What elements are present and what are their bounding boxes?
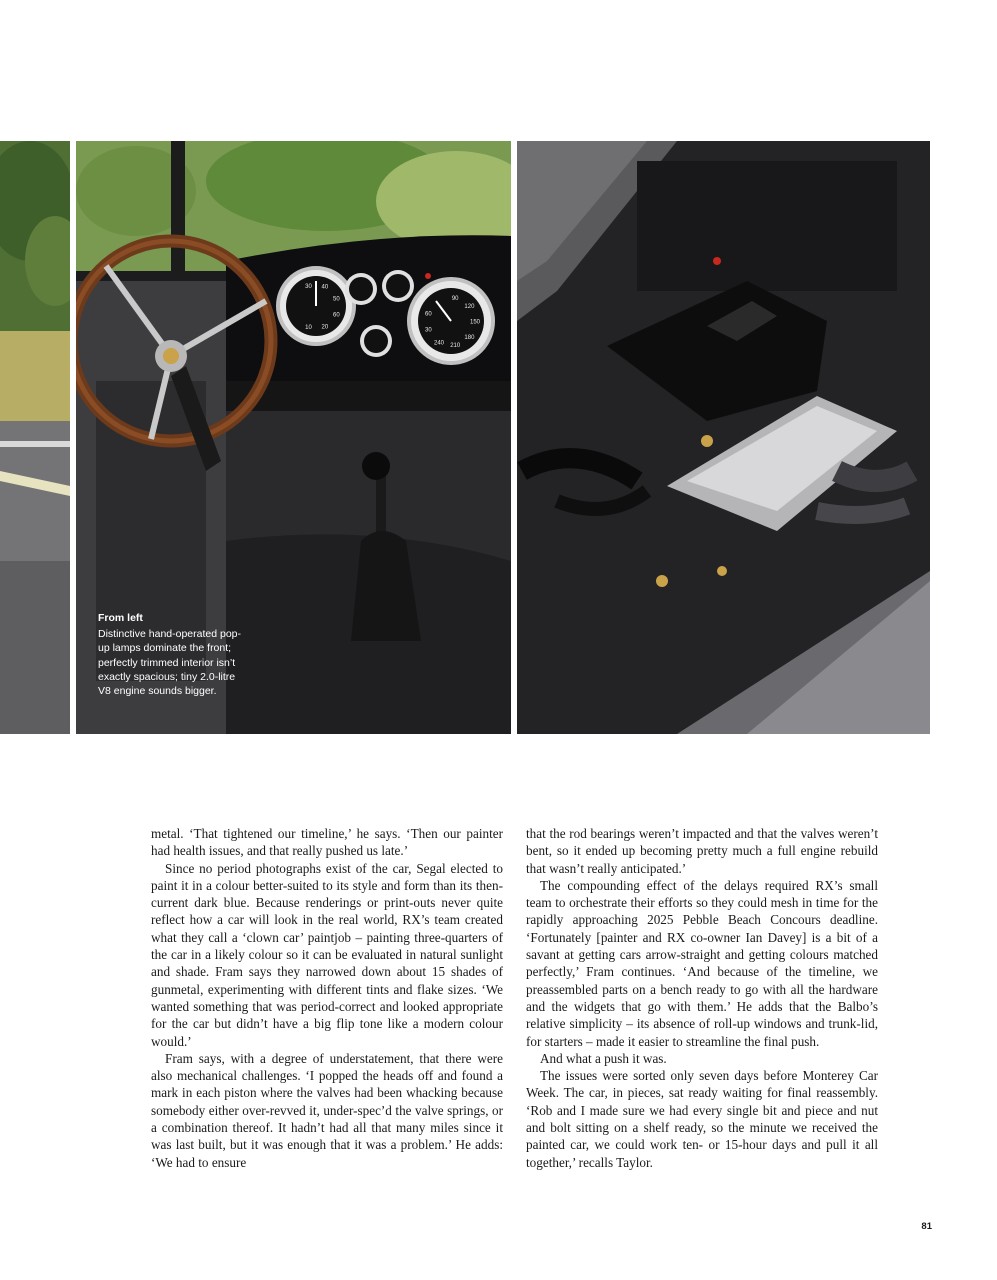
speedometer-tick-label: 180 <box>464 334 475 341</box>
tachometer-tick-label: 10 <box>305 325 312 332</box>
article-paragraph: And what a push it was. <box>540 1050 667 1066</box>
tachometer-tick-label: 40 <box>321 284 329 291</box>
engine-bay-graphic <box>517 141 930 734</box>
speedometer-tick-label: 90 <box>451 295 459 302</box>
article-paragraph: metal. ‘That tightened our timeline,’ he says. ‘Then our painter had health issues, and that really pushed us late.’ <box>151 826 503 859</box>
caption-body: Distinctive hand-operated pop-up lamps dominate the front; perfectly trimmed interior isn’t exactly spacious; tiny 2.0-litre V8 engine sounds bigger. <box>98 628 242 698</box>
article-paragraph: Since no period photographs exist of the car, Segal elected to paint it in a colour better-suited to its style and form than its then-current dark blue. Because renderings or print-outs never quite reflect how a car will look in the real world, RX’s team created what they call a ‘clown car’ paintjob – painting three-quarters of the car in a likely colour so it can be evaluated in natural sunlight and shade. Fram says they narrowed down about 15 shades of gunmetal, experimenting with different tints and flake sizes. ‘We wanted something that was period-correct and looked appropriate for the car but didn’t have a big flip tone like a modern colour would.’ <box>151 860 503 1049</box>
article-paragraph: The issues were sorted only seven days before Monterey Car Week. The car, in pieces, sat ready waiting for final reassembly. ‘Rob and I made sure we had every single bit and piece and nut and bolt sitting on a shelf ready, so the minute we received the painted car, we could work ten- or 15-hour days and pull it all together,’ recalls Taylor. <box>526 1068 878 1170</box>
road-photo <box>0 141 70 734</box>
article-paragraph: The compounding effect of the delays required RX’s small team to orchestrate their efforts so they could mesh in time for the rapidly approaching 2025 Pebble Beach Concours deadline. ‘Fortunately [painter and RX co-owner Ian Davey] is a bit of a savant at getting cars arrow-straight and getting colours matched perfectly,’ Fram continues. ‘And because of the timeline, we preassembled parts on a bench ready to go with all the hardware and the widgets that go with them.’ He adds that the Balbo’s relative simplicity – its absence of roll-up windows and trunk-lid, for starters – made it easier to streamline the final push. <box>526 877 878 1049</box>
caption-title: From left <box>98 612 143 624</box>
speedometer-tick-label: 60 <box>425 311 432 318</box>
engine-photo <box>517 141 930 734</box>
tachometer-gauge <box>278 268 354 344</box>
speedometer-tick-label: 210 <box>450 343 461 350</box>
article-paragraph: Fram says, with a degree of understatement, that there were also mechanical challenges. ‘I popped the heads off and found a mark in each piston where the valves had been whacking because somebody either over-revved it, under-spec’d the valve springs, or a combination thereof. It hadn’t had all that many miles since it was last built, but it was enough that it was a problem.’ He adds: ‘We had to ensure <box>151 1050 503 1170</box>
photo-caption <box>98 611 248 698</box>
speedometer-tick-label: 30 <box>425 327 432 334</box>
road-scene-graphic <box>0 141 70 734</box>
article-paragraph: that the rod bearings weren’t impacted and that the valves weren’t bent, so it ended up becoming pretty much a full engine rebuild that wasn’t really anticipated.’ <box>526 826 878 876</box>
speedometer-gauge <box>409 279 493 363</box>
speedometer-tick-label: 150 <box>469 319 481 326</box>
page-number: 81 <box>921 1221 932 1232</box>
tachometer-tick-label: 60 <box>333 312 340 319</box>
speedometer-tick-label: 240 <box>433 340 445 347</box>
interior-photo <box>76 141 511 734</box>
tachometer-tick-label: 50 <box>333 296 340 303</box>
article-column-right <box>526 825 878 1171</box>
speedometer-tick-label: 120 <box>464 304 475 311</box>
tachometer-tick-label: 20 <box>321 324 329 331</box>
tachometer-tick-label: 30 <box>305 283 312 290</box>
article-column-left <box>151 825 503 1171</box>
